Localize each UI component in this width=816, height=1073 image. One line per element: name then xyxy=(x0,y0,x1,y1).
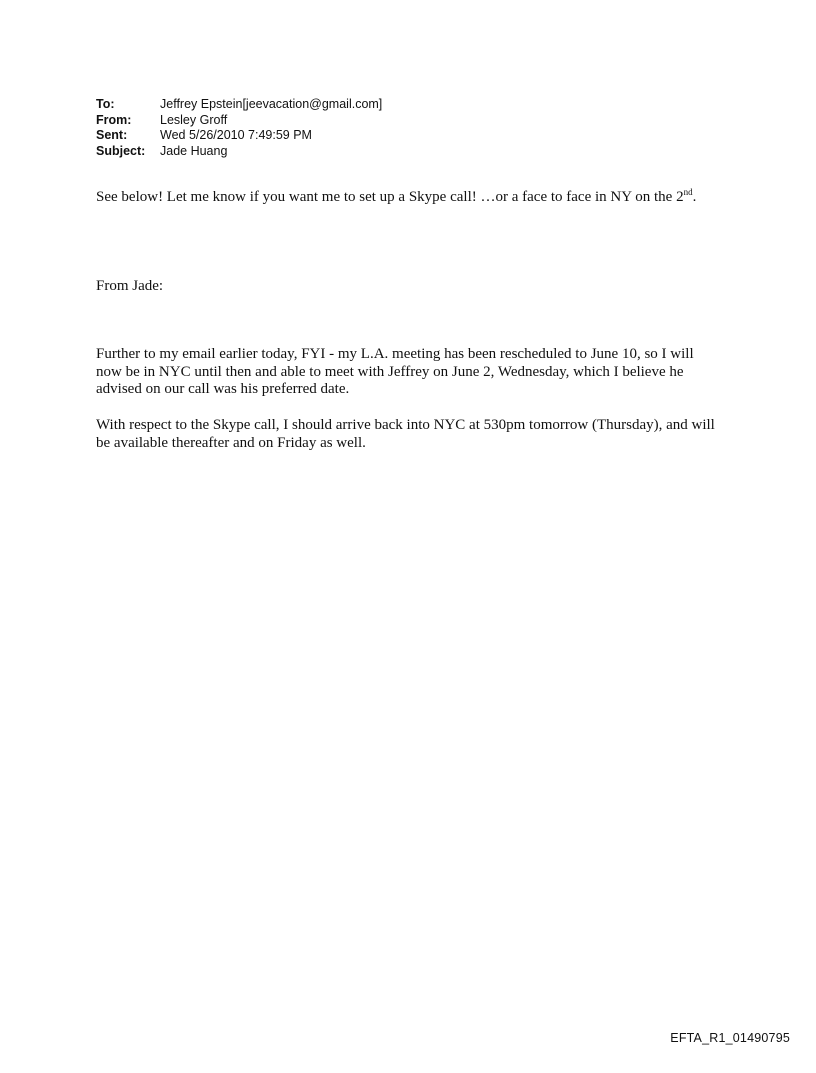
body-paragraph-2 xyxy=(96,417,716,452)
document-id: EFTA_R1_01490795 xyxy=(670,1031,790,1045)
from-row xyxy=(96,113,382,129)
subject-value: Jade Huang xyxy=(160,143,228,158)
email-header xyxy=(96,97,382,159)
to-row xyxy=(96,97,382,113)
from-jade-text: From Jade: xyxy=(96,278,164,294)
subject-label: Subject: xyxy=(96,143,146,158)
sent-row xyxy=(96,128,382,144)
from-label: From: xyxy=(96,112,132,127)
to-label: To: xyxy=(96,97,115,111)
subject-row xyxy=(96,144,382,160)
body-paragraph-1 xyxy=(96,346,716,399)
paragraph-1-text: Further to my email earlier today, FYI - my L.A. meeting has been rescheduled to June 10, so I will now be in NYC until then and able to meet with Jeffrey on June 2, Wednesday, which I believe he advised on our call was his preferred date. xyxy=(96,346,694,397)
to-value: Jeffrey Epstein[jeevacation@gmail.com] xyxy=(160,97,383,111)
intro-end: . xyxy=(692,189,697,205)
sent-label: Sent: xyxy=(96,128,128,142)
intro-superscript: nd xyxy=(683,187,693,197)
paragraph-2-text: With respect to the Skype call, I should arrive back into NYC at 530pm tomorrow (Thursday), and will be available thereafter and on Friday as well. xyxy=(96,417,715,451)
from-value: Lesley Groff xyxy=(160,112,228,127)
from-jade-line xyxy=(96,278,736,296)
intro-text: See below! Let me know if you want me to set up a Skype call! …or a face to face in NY on the 2 xyxy=(96,189,684,205)
sent-value: Wed 5/26/2010 7:49:59 PM xyxy=(160,128,312,142)
intro-paragraph xyxy=(96,189,736,207)
